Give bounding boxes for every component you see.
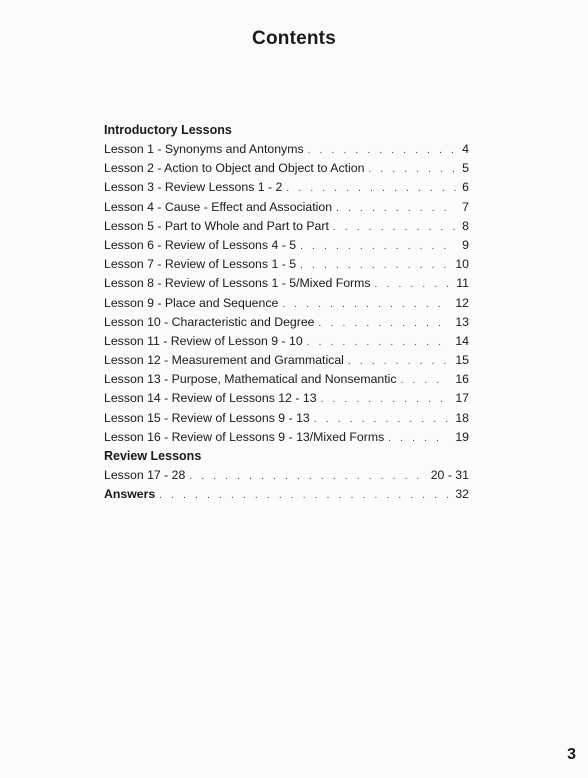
toc-entry-page: 32 <box>455 487 469 502</box>
page-number: 3 <box>567 746 576 763</box>
toc-entry[interactable] <box>104 409 469 428</box>
review-lessons-list <box>104 466 469 485</box>
toc-entry[interactable] <box>104 140 469 159</box>
toc-entry-label: Lesson 10 - Characteristic and Degree <box>104 314 315 329</box>
dot-leader <box>282 295 449 314</box>
toc-entry[interactable] <box>104 428 469 447</box>
dot-leader <box>286 179 456 198</box>
dot-leader <box>159 486 449 505</box>
dot-leader <box>189 467 424 486</box>
toc-entry-answers[interactable] <box>104 485 469 504</box>
toc-entry-page: 17 <box>455 391 469 406</box>
toc-entry-page: 19 <box>455 429 469 444</box>
toc-entry-page: 8 <box>462 218 469 233</box>
dot-leader <box>314 410 450 429</box>
page-title: Contents <box>252 28 336 49</box>
toc-entry[interactable] <box>104 255 469 274</box>
toc-entry-page: 11 <box>456 276 469 291</box>
section-heading-review: Review Lessons <box>104 449 202 463</box>
toc-entry-page: 20 - 31 <box>430 468 469 482</box>
dot-leader <box>308 141 457 160</box>
toc-entry[interactable] <box>104 178 469 197</box>
dot-leader <box>401 371 450 390</box>
toc-entry-label: Lesson 8 - Review of Lessons 1 - 5/Mixed Forms <box>104 276 371 291</box>
dot-leader <box>388 429 449 448</box>
dot-leader <box>336 199 456 218</box>
toc-entry-page: 6 <box>462 180 469 195</box>
toc-entry-page: 16 <box>455 372 469 387</box>
dot-leader <box>321 390 450 409</box>
dot-leader <box>307 333 450 352</box>
toc-entry[interactable] <box>104 274 469 293</box>
toc-entry[interactable] <box>104 332 469 351</box>
toc-entry-label: Lesson 12 - Measurement and Grammatical <box>104 353 344 368</box>
toc-entry[interactable] <box>104 236 469 255</box>
toc-entry-label: Lesson 2 - Action to Object and Object to Action <box>104 161 365 176</box>
dot-leader <box>300 256 449 275</box>
toc-entry-page: 7 <box>462 199 469 214</box>
dot-leader <box>368 160 456 179</box>
toc-entry-label: Lesson 14 - Review of Lessons 12 - 13 <box>104 391 317 406</box>
dot-leader <box>333 218 456 237</box>
toc-entry-label: Lesson 4 - Cause - Effect and Association <box>104 199 333 214</box>
toc-entry-page: 10 <box>455 257 469 272</box>
toc-entry-page: 13 <box>455 314 469 329</box>
toc-entry-page: 5 <box>462 161 469 176</box>
toc-entry-page: 9 <box>462 237 469 252</box>
toc-entry[interactable] <box>104 294 469 313</box>
introductory-lessons-list <box>104 140 469 447</box>
toc-entry-label: Lesson 5 - Part to Whole and Part to Part <box>104 218 329 233</box>
toc-entry-page: 12 <box>455 295 469 310</box>
toc-entry-label: Lesson 6 - Review of Lessons 4 - 5 <box>104 237 297 252</box>
toc-entry-label: Lesson 7 - Review of Lessons 1 - 5 <box>104 257 297 272</box>
toc-entry[interactable] <box>104 351 469 370</box>
toc-entry-label: Lesson 1 - Synonyms and Antonyms <box>104 142 304 156</box>
toc-entry-label: Lesson 3 - Review Lessons 1 - 2 <box>104 180 283 195</box>
toc-entry-label: Lesson 13 - Purpose, Mathematical and Nonsemantic <box>104 372 397 387</box>
toc-entry[interactable] <box>104 313 469 332</box>
toc-entry-label: Lesson 15 - Review of Lessons 9 - 13 <box>104 410 310 425</box>
toc-entry[interactable] <box>104 466 469 485</box>
table-of-contents <box>104 121 469 504</box>
dot-leader <box>375 275 451 294</box>
dot-leader <box>319 314 450 333</box>
toc-entry-page: 18 <box>455 410 469 425</box>
toc-entry-page: 15 <box>455 353 469 368</box>
dot-leader <box>300 237 456 256</box>
dot-leader <box>348 352 449 371</box>
toc-entry-label: Lesson 16 - Review of Lessons 9 - 13/Mixed Forms <box>104 429 385 444</box>
toc-entry-label: Answers <box>104 487 156 502</box>
toc-entry[interactable] <box>104 217 469 236</box>
toc-entry-label: Lesson 9 - Place and Sequence <box>104 295 279 310</box>
toc-entry-label: Lesson 11 - Review of Lesson 9 - 10 <box>104 333 303 348</box>
toc-entry[interactable] <box>104 159 469 178</box>
section-heading-introductory: Introductory Lessons <box>104 123 232 137</box>
toc-entry-page: 4 <box>462 142 469 156</box>
toc-entry[interactable] <box>104 370 469 389</box>
toc-entry[interactable] <box>104 389 469 408</box>
toc-entry-label: Lesson 17 - 28 <box>104 468 186 482</box>
toc-entry[interactable] <box>104 198 469 217</box>
toc-entry-page: 14 <box>455 333 469 348</box>
